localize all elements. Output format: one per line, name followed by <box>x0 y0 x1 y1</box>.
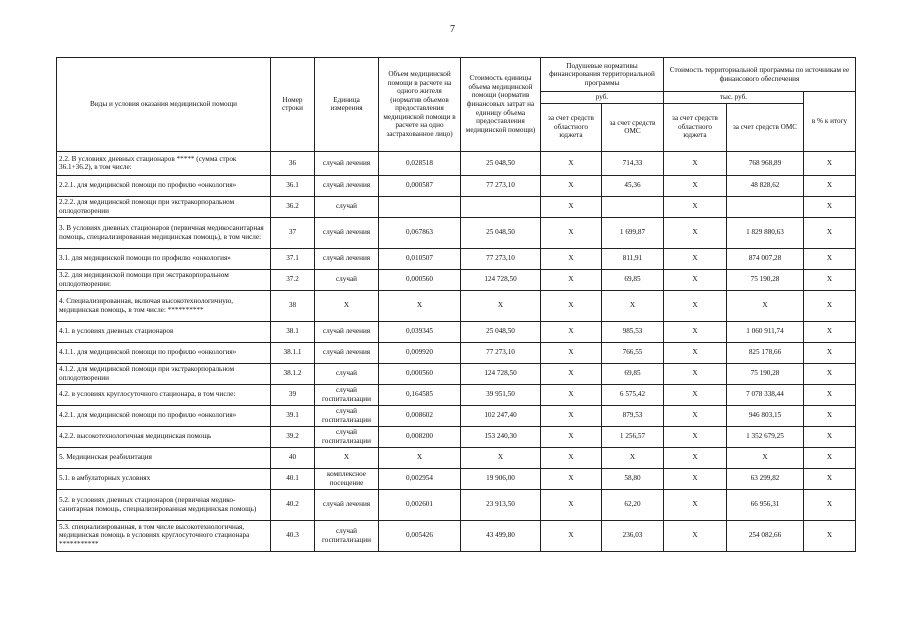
cell-volume: 0,000560 <box>379 363 461 384</box>
cell-percent: X <box>804 290 856 321</box>
cell-per-capita-budget: X <box>541 151 602 175</box>
cell-percent: X <box>804 321 856 342</box>
cell-service-type: 4.2. в условиях круглосуточного стационара, в том числе: <box>57 384 271 405</box>
cell-volume: 0,028518 <box>379 151 461 175</box>
cell-program-cost-oms: X <box>727 447 804 468</box>
cell-program-cost-budget: X <box>664 290 727 321</box>
cell-unit: случай лечения <box>315 217 379 248</box>
cell-unit-cost: 19 906,00 <box>461 468 541 489</box>
table-row <box>57 384 856 405</box>
table-row <box>57 248 856 269</box>
cell-program-cost-budget: X <box>664 342 727 363</box>
cell-program-cost-oms: 768 968,89 <box>727 151 804 175</box>
cell-unit-cost: 77 273,10 <box>461 175 541 196</box>
cell-per-capita-oms <box>602 196 664 217</box>
cell-unit-cost: 77 273,10 <box>461 342 541 363</box>
cell-volume: 0,005426 <box>379 520 461 551</box>
cell-per-capita-budget: X <box>541 196 602 217</box>
cell-program-cost-budget: X <box>664 384 727 405</box>
cell-unit-cost: 23 913,50 <box>461 489 541 520</box>
cell-unit-cost: 153 240,30 <box>461 426 541 447</box>
cell-service-type: 3.1. для медицинской помощи по профилю «онкология» <box>57 248 271 269</box>
cell-unit: случай лечения <box>315 342 379 363</box>
cell-program-cost-budget: X <box>664 321 727 342</box>
cell-volume: 0,008602 <box>379 405 461 426</box>
cell-row-number: 40.3 <box>271 520 315 551</box>
cell-unit-cost: 39 951,50 <box>461 384 541 405</box>
table-row <box>57 447 856 468</box>
cell-row-number: 39.1 <box>271 405 315 426</box>
header-program-cost-unit: тыс. руб. <box>664 92 804 104</box>
cell-service-type: 4.2.1. для медицинской помощи по профилю «онкология» <box>57 405 271 426</box>
cell-service-type: 3. В условиях дневных стационаров (первичная медикосанитарная помощь, специализированная медицинская помощь), в том числе: <box>57 217 271 248</box>
table-row <box>57 290 856 321</box>
cell-volume: X <box>379 447 461 468</box>
cell-per-capita-oms: 811,91 <box>602 248 664 269</box>
cell-program-cost-oms: 1 060 911,74 <box>727 321 804 342</box>
cell-volume: 0,067863 <box>379 217 461 248</box>
header-row-number: Номер строки <box>271 58 315 152</box>
cell-volume: 0,010507 <box>379 248 461 269</box>
cell-program-cost-oms: 7 078 338,44 <box>727 384 804 405</box>
cell-service-type: 4.1.1. для медицинской помощи по профилю «онкология» <box>57 342 271 363</box>
cell-volume: 0,009920 <box>379 342 461 363</box>
cell-program-cost-oms: 1 829 880,63 <box>727 217 804 248</box>
cell-per-capita-oms: 58,80 <box>602 468 664 489</box>
cell-program-cost-oms: 254 082,66 <box>727 520 804 551</box>
cell-row-number: 39.2 <box>271 426 315 447</box>
cell-per-capita-oms: 1 699,87 <box>602 217 664 248</box>
cell-program-cost-oms: 1 352 679,25 <box>727 426 804 447</box>
cell-percent: X <box>804 426 856 447</box>
cell-per-capita-budget: X <box>541 269 602 290</box>
cell-row-number: 36 <box>271 151 315 175</box>
cell-per-capita-oms: X <box>602 290 664 321</box>
cell-volume <box>379 196 461 217</box>
cell-unit-cost <box>461 196 541 217</box>
cell-per-capita-oms: 69,85 <box>602 269 664 290</box>
cell-percent: X <box>804 468 856 489</box>
cell-percent: X <box>804 405 856 426</box>
cell-percent: X <box>804 269 856 290</box>
cell-volume: 0,008200 <box>379 426 461 447</box>
cell-per-capita-oms: 1 256,57 <box>602 426 664 447</box>
cell-program-cost-oms: 75 190,28 <box>727 269 804 290</box>
table-row <box>57 151 856 175</box>
cell-row-number: 40.2 <box>271 489 315 520</box>
cell-percent: X <box>804 489 856 520</box>
cell-unit: случай госпитализации <box>315 405 379 426</box>
cell-unit-cost: 124 728,50 <box>461 363 541 384</box>
cell-unit: случай лечения <box>315 489 379 520</box>
cell-per-capita-oms: 766,55 <box>602 342 664 363</box>
cell-per-capita-budget: X <box>541 363 602 384</box>
table-row <box>57 468 856 489</box>
cell-row-number: 37 <box>271 217 315 248</box>
header-unit: Единица измерения <box>315 58 379 152</box>
cell-percent: X <box>804 248 856 269</box>
header-volume: Объем медицинской помощи в расчете на одного жителя (норматив объемов предоставления медицинской помощи в расчете на одно застрахованное лицо) <box>379 58 461 152</box>
cell-program-cost-budget: X <box>664 248 727 269</box>
header-unit-cost: Стоимость единицы объема медицинской помощи (норматив финансовых затрат на единицу объема предоставления медицинской помощи) <box>461 58 541 152</box>
cell-percent: X <box>804 384 856 405</box>
header-program-cost-oms: за счет средств ОМС <box>727 103 804 151</box>
cell-unit-cost: 25 048,50 <box>461 321 541 342</box>
cell-volume: 0,000587 <box>379 175 461 196</box>
cell-per-capita-budget: X <box>541 468 602 489</box>
cell-program-cost-budget: X <box>664 489 727 520</box>
cell-service-type: 4.2.2. высокотехнологичная медицинская помощь <box>57 426 271 447</box>
cell-unit-cost: 77 273,10 <box>461 248 541 269</box>
cell-unit-cost: X <box>461 290 541 321</box>
cell-unit-cost: 43 499,80 <box>461 520 541 551</box>
cell-percent: X <box>804 151 856 175</box>
cell-unit: X <box>315 447 379 468</box>
cell-per-capita-budget: X <box>541 384 602 405</box>
cell-row-number: 36.2 <box>271 196 315 217</box>
table-header <box>57 58 856 152</box>
cell-per-capita-budget: X <box>541 342 602 363</box>
cell-service-type: 3.2. для медицинской помощи при экстракорпоральном оплодотворении: <box>57 269 271 290</box>
cell-program-cost-oms: 66 956,31 <box>727 489 804 520</box>
cell-unit: комплексное посещение <box>315 468 379 489</box>
table-row <box>57 269 856 290</box>
cell-percent: X <box>804 520 856 551</box>
cell-program-cost-oms <box>727 196 804 217</box>
cell-service-type: 4. Специализированная, включая высокотехнологичную, медицинская помощь, в том числе: ********** <box>57 290 271 321</box>
cell-row-number: 38 <box>271 290 315 321</box>
cell-volume: 0,002601 <box>379 489 461 520</box>
cell-row-number: 39 <box>271 384 315 405</box>
cell-per-capita-budget: X <box>541 426 602 447</box>
header-program-cost-group: Стоимость территориальной программы по источникам ее финансового обеспечения <box>664 58 856 92</box>
table-row <box>57 175 856 196</box>
cell-program-cost-budget: X <box>664 175 727 196</box>
header-types: Виды и условия оказания медицинской помощи <box>57 58 271 152</box>
cell-volume: 0,002954 <box>379 468 461 489</box>
cell-service-type: 5.1. в амбулаторных условиях <box>57 468 271 489</box>
cell-unit: случай <box>315 363 379 384</box>
cell-per-capita-oms: 6 575,42 <box>602 384 664 405</box>
cell-per-capita-oms: 879,53 <box>602 405 664 426</box>
table-row <box>57 426 856 447</box>
header-program-cost-budget: за счет средств областного юджета <box>664 103 727 151</box>
cell-unit: X <box>315 290 379 321</box>
table-row <box>57 405 856 426</box>
cell-per-capita-budget: X <box>541 405 602 426</box>
table-row <box>57 217 856 248</box>
cell-row-number: 38.1.1 <box>271 342 315 363</box>
cell-volume: 0,039345 <box>379 321 461 342</box>
cell-program-cost-oms: X <box>727 290 804 321</box>
cell-unit-cost: 25 048,50 <box>461 217 541 248</box>
cell-unit: случай <box>315 269 379 290</box>
cell-volume: 0,000560 <box>379 269 461 290</box>
header-per-capita-budget: за счет средств областного юджета <box>541 103 602 151</box>
cell-service-type: 5.3. специализированная, в том числе высокотехнологичная, медицинская помощь в условиях круглосуточного стационара *********** <box>57 520 271 551</box>
financing-table <box>56 57 856 552</box>
cell-service-type: 5.2. в условиях дневных стационаров (первичная медико-санитарная помощь, специализированная медицинская помощь) <box>57 489 271 520</box>
cell-per-capita-oms: 714,33 <box>602 151 664 175</box>
cell-program-cost-oms: 75 190,28 <box>727 363 804 384</box>
table-row <box>57 196 856 217</box>
cell-per-capita-budget: X <box>541 175 602 196</box>
table-row <box>57 520 856 551</box>
page-number: 7 <box>450 24 455 35</box>
header-per-capita-unit: руб. <box>541 92 664 104</box>
cell-unit-cost: 102 247,40 <box>461 405 541 426</box>
cell-service-type: 4.1.2. для медицинской помощи при экстракорпоральном оплодотворении <box>57 363 271 384</box>
cell-program-cost-budget: X <box>664 520 727 551</box>
cell-service-type: 2.2.2. для медицинской помощи при экстракорпоральном оплодотворении <box>57 196 271 217</box>
cell-program-cost-budget: X <box>664 426 727 447</box>
cell-percent: X <box>804 363 856 384</box>
header-percent: в % к итогу <box>804 92 856 152</box>
cell-row-number: 40.1 <box>271 468 315 489</box>
cell-per-capita-budget: X <box>541 290 602 321</box>
header-per-capita-oms: за счет средств ОМС <box>602 103 664 151</box>
cell-unit: случай лечения <box>315 248 379 269</box>
cell-per-capita-oms: 62,20 <box>602 489 664 520</box>
table-row <box>57 489 856 520</box>
cell-volume: X <box>379 290 461 321</box>
cell-percent: X <box>804 447 856 468</box>
cell-per-capita-oms: 45,36 <box>602 175 664 196</box>
cell-percent: X <box>804 196 856 217</box>
cell-program-cost-oms: 825 178,66 <box>727 342 804 363</box>
cell-service-type: 5. Медицинская реабилитация <box>57 447 271 468</box>
cell-unit: случай лечения <box>315 175 379 196</box>
cell-unit: случай госпитализации <box>315 384 379 405</box>
cell-unit: случай <box>315 196 379 217</box>
cell-service-type: 4.1. в условиях дневных стационаров <box>57 321 271 342</box>
cell-row-number: 37.1 <box>271 248 315 269</box>
cell-program-cost-oms: 48 828,62 <box>727 175 804 196</box>
cell-unit: случай госпитализации <box>315 520 379 551</box>
cell-percent: X <box>804 217 856 248</box>
cell-row-number: 37.2 <box>271 269 315 290</box>
table-row <box>57 363 856 384</box>
cell-unit: случай лечения <box>315 151 379 175</box>
cell-program-cost-budget: X <box>664 363 727 384</box>
cell-program-cost-oms: 946 803,15 <box>727 405 804 426</box>
cell-per-capita-budget: X <box>541 520 602 551</box>
cell-per-capita-budget: X <box>541 217 602 248</box>
table-row <box>57 321 856 342</box>
cell-row-number: 38.1.2 <box>271 363 315 384</box>
cell-program-cost-oms: 63 299,82 <box>727 468 804 489</box>
cell-program-cost-budget: X <box>664 151 727 175</box>
cell-service-type: 2.2.1. для медицинской помощи по профилю «онкология» <box>57 175 271 196</box>
cell-per-capita-budget: X <box>541 321 602 342</box>
cell-unit-cost: 124 728,50 <box>461 269 541 290</box>
cell-per-capita-budget: X <box>541 489 602 520</box>
table-body <box>57 151 856 551</box>
cell-row-number: 38.1 <box>271 321 315 342</box>
cell-program-cost-budget: X <box>664 217 727 248</box>
cell-unit: случай госпитализации <box>315 426 379 447</box>
cell-program-cost-budget: X <box>664 405 727 426</box>
cell-volume: 0,164585 <box>379 384 461 405</box>
cell-program-cost-oms: 874 007,28 <box>727 248 804 269</box>
cell-program-cost-budget: X <box>664 269 727 290</box>
cell-program-cost-budget: X <box>664 468 727 489</box>
cell-row-number: 40 <box>271 447 315 468</box>
cell-row-number: 36.1 <box>271 175 315 196</box>
cell-unit-cost: X <box>461 447 541 468</box>
cell-service-type: 2.2. В условиях дневных стационаров ***** (сумма строк 36.1+36.2), в том числе: <box>57 151 271 175</box>
cell-program-cost-budget: X <box>664 196 727 217</box>
cell-per-capita-oms: 985,53 <box>602 321 664 342</box>
cell-percent: X <box>804 342 856 363</box>
header-per-capita-group: Подушевые нормативы финансирования территориальной программы <box>541 58 664 92</box>
cell-per-capita-oms: 69,85 <box>602 363 664 384</box>
cell-program-cost-budget: X <box>664 447 727 468</box>
cell-per-capita-oms: 236,03 <box>602 520 664 551</box>
cell-unit-cost: 25 048,50 <box>461 151 541 175</box>
cell-percent: X <box>804 175 856 196</box>
table-row <box>57 342 856 363</box>
cell-per-capita-budget: X <box>541 447 602 468</box>
cell-per-capita-budget: X <box>541 248 602 269</box>
cell-unit: случай лечения <box>315 321 379 342</box>
cell-per-capita-oms: X <box>602 447 664 468</box>
